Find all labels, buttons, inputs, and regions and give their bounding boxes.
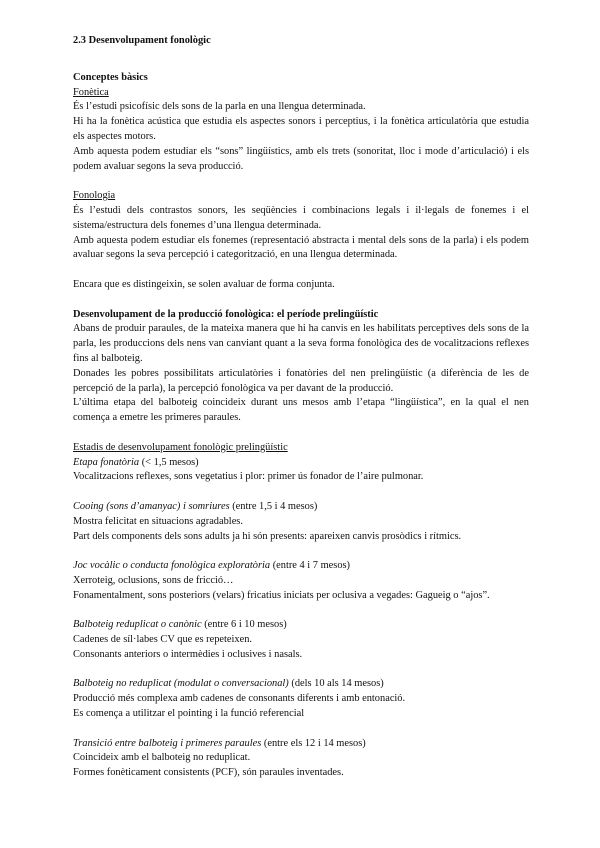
stage-heading — [73, 500, 529, 515]
document-page — [73, 34, 529, 781]
stage-line: Part dels components dels sons adults ja hi són presents: apareixen canvis prosòdics i rítmics. — [73, 530, 462, 542]
stage-age: (entre els 12 i 14 mesos) — [261, 737, 366, 749]
fonetica-title: Fonètica — [73, 86, 109, 98]
stage-name: Balboteig reduplicat o canònic — [73, 619, 202, 631]
conceptes-note: Encara que es distingeixin, se solen avaluar de forma conjunta. — [73, 278, 335, 290]
stage-heading — [73, 559, 529, 574]
stage-line: Fonamentalment, sons posteriors (velars) fricatius iniciats per oclusiva a vegades: Gagueig o “ajos”. — [73, 589, 490, 601]
fonetica-line: Hi ha la fonètica acústica que estudia els aspectes sonors i perceptius, i la fonètica articulatòria que estudia els aspectes motors. — [73, 116, 529, 142]
stage-heading — [73, 618, 529, 633]
stage-line: Cadenes de síl·labes CV que es repeteixen. — [73, 634, 252, 646]
stage-line: Mostra felicitat en situacions agradables. — [73, 515, 243, 527]
prelinguistic-heading: Desenvolupament de la producció fonològica: el període prelingüístic — [73, 308, 379, 320]
stage-line: Vocalitzacions reflexes, sons vegetatius i plor: primer ús fonador de l’aire pulmonar. — [73, 471, 424, 483]
stage-line: Coincideix amb el balboteig no reduplicat. — [73, 752, 251, 764]
section-title: 2.3 Desenvolupament fonològic — [73, 35, 211, 46]
stage-line: Producció més complexa amb cadenes de consonants diferents i amb entonació. — [73, 693, 406, 705]
stage-name: Etapa fonatòria — [73, 456, 140, 468]
fonetica-line: Amb aquesta podem estudiar els “sons” lingüístics, amb els trets (sonoritat, lloc i mode d’articulació) i els podem avaluar segons la seva producció. — [73, 145, 529, 172]
stage-age: (entre 6 i 10 mesos) — [201, 619, 287, 631]
stage-line: Consonants anteriors o intermèdies i oclusives i nasals. — [73, 648, 303, 660]
stage-name: Joc vocàlic o conducta fonològica exploratòria — [73, 560, 271, 572]
stage-age: (dels 10 als 14 mesos) — [288, 678, 384, 690]
stage-line: Es comença a utilitzar el pointing i la funció referencial — [73, 708, 305, 720]
stage-name: Transició entre balboteig i primeres paraules — [73, 737, 262, 749]
estadis-heading: Estadis de desenvolupament fonològic prelingüístic — [73, 441, 288, 453]
prelinguistic-paragraph: L’última etapa del balboteig coincideix durant uns mesos amb l’etapa “lingüística”, en la qual el nen comença a emetre les primeres paraules. — [73, 397, 529, 424]
fonologia-line: Amb aquesta podem estudiar els fonemes (representació abstracta i mental dels sons de la parla) i els podem avaluar segons la seva percepció i categorització, en una llengua determinada. — [73, 234, 529, 261]
stage-heading — [73, 677, 529, 692]
stage-name: Balboteig no reduplicat (modulat o conversacional) — [73, 678, 289, 690]
fonologia-line: És l’estudi dels contrastos sonors, les seqüències i combinacions legals i il·legals de fonemes i el sistema/estructura dels fonemes d’una llengua determinada. — [73, 204, 529, 231]
conceptes-heading: Conceptes bàsics — [73, 71, 148, 83]
stage-age: (entre 4 i 7 mesos) — [270, 560, 351, 572]
stage-heading — [73, 737, 529, 752]
prelinguistic-paragraph: Abans de produir paraules, de la mateixa manera que hi ha canvis en les habilitats perceptives dels sons de la parla, les produccions dels nens van canviant quant a la seva forma fonològica des de vocalitzacions reflexes fins al balboteig. — [73, 323, 529, 364]
stage-name: Cooing (sons d’amanyac) i somriures — [73, 500, 230, 512]
stage-line: Formes fonèticament consistents (PCF), són paraules inventades. — [73, 767, 344, 779]
fonetica-line: És l’estudi psicofísic dels sons de la parla en una llengua determinada. — [73, 101, 366, 113]
prelinguistic-paragraph: Donades les pobres possibilitats articulatòries i fonatòries del nen prelingüístic (a diferència de les de percepció de la parla), la percepció fonològica va per davant de la producció. — [73, 367, 529, 394]
fonologia-title: Fonologia — [73, 190, 116, 202]
stage-line: Xerroteig, oclusions, sons de fricció… — [73, 574, 234, 586]
stage-age: (entre 1,5 i 4 mesos) — [229, 500, 318, 512]
stage-age: (< 1,5 mesos) — [139, 456, 199, 468]
stage-heading — [73, 456, 529, 471]
